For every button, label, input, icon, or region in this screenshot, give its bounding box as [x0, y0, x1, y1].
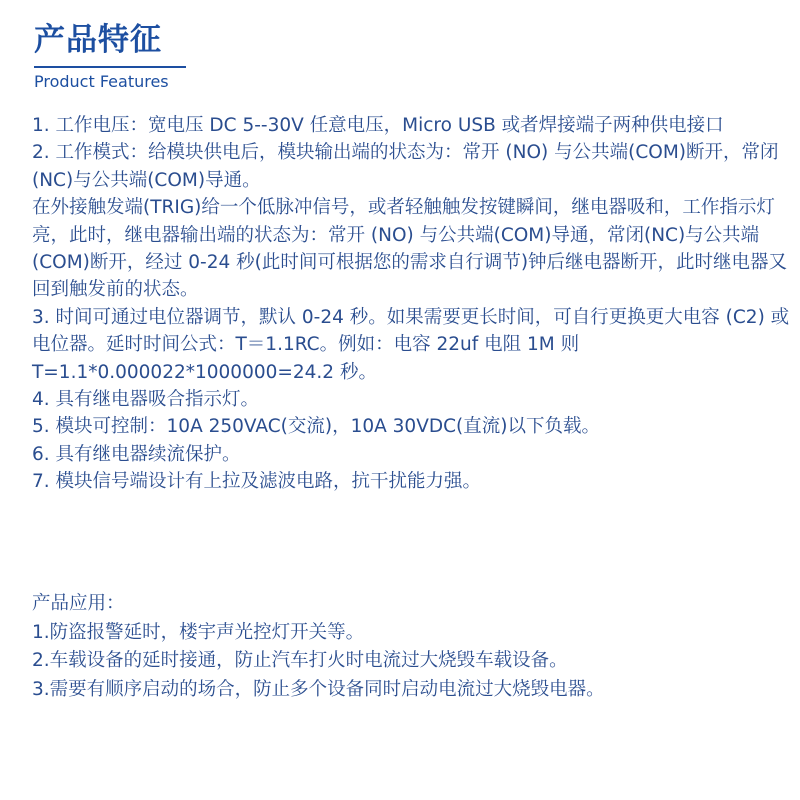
features-list	[32, 112, 792, 496]
header	[34, 20, 186, 92]
application-item: 2.车载设备的延时接通，防止汽车打火时电流过大烧毁车载设备。	[32, 650, 568, 672]
feature-item: 3. 时间可通过电位器调节，默认 0-24 秒。如果需要更长时间，可自行更换更大电容 (C2) 或电位器。延时时间公式：T＝1.1RC。例如：电容 22uf 电阻 1M 则 T=1.1*0.000022*1000000=24.2 秒。	[32, 306, 790, 383]
page-subtitle: Product Features	[34, 72, 169, 91]
application-item: 1.防盗报警延时，楼宇声光控灯开关等。	[32, 621, 365, 643]
feature-item: 在外接触发端(TRIG)给一个低脉冲信号，或者轻触触发按键瞬间，继电器吸和，工作指示灯亮，此时，继电器输出端的状态为：常开 (NO) 与公共端(COM)导通，常闭(NC)与公共端(COM)断开，经过 0-24 秒(此时间可根据您的需求自行调节)钟后继电器断开，此时继电器又回到触发前的状态。	[32, 197, 788, 301]
feature-item: 7. 模块信号端设计有上拉及滤波电路，抗干扰能力强。	[32, 471, 482, 493]
application-item: 3.需要有顺序启动的场合，防止多个设备同时启动电流过大烧毁电器。	[32, 678, 605, 700]
applications-heading: 产品应用：	[32, 593, 125, 614]
feature-item: 2. 工作模式：给模块供电后，模块输出端的状态为：常开 (NO) 与公共端(COM)断开，常闭(NC)与公共端(COM)导通。	[32, 142, 779, 191]
feature-item: 5. 模块可控制：10A 250VAC(交流)，10A 30VDC(直流)以下负载。	[32, 416, 600, 438]
title-underline	[34, 66, 186, 68]
page-title: 产品特征	[34, 22, 162, 58]
feature-item: 4. 具有继电器吸合指示灯。	[32, 389, 260, 411]
applications-section	[32, 590, 792, 704]
feature-item: 1. 工作电压：宽电压 DC 5--30V 任意电压，Micro USB 或者焊接端子两种供电接口	[32, 115, 724, 136]
feature-item: 6. 具有继电器续流保护。	[32, 443, 241, 465]
